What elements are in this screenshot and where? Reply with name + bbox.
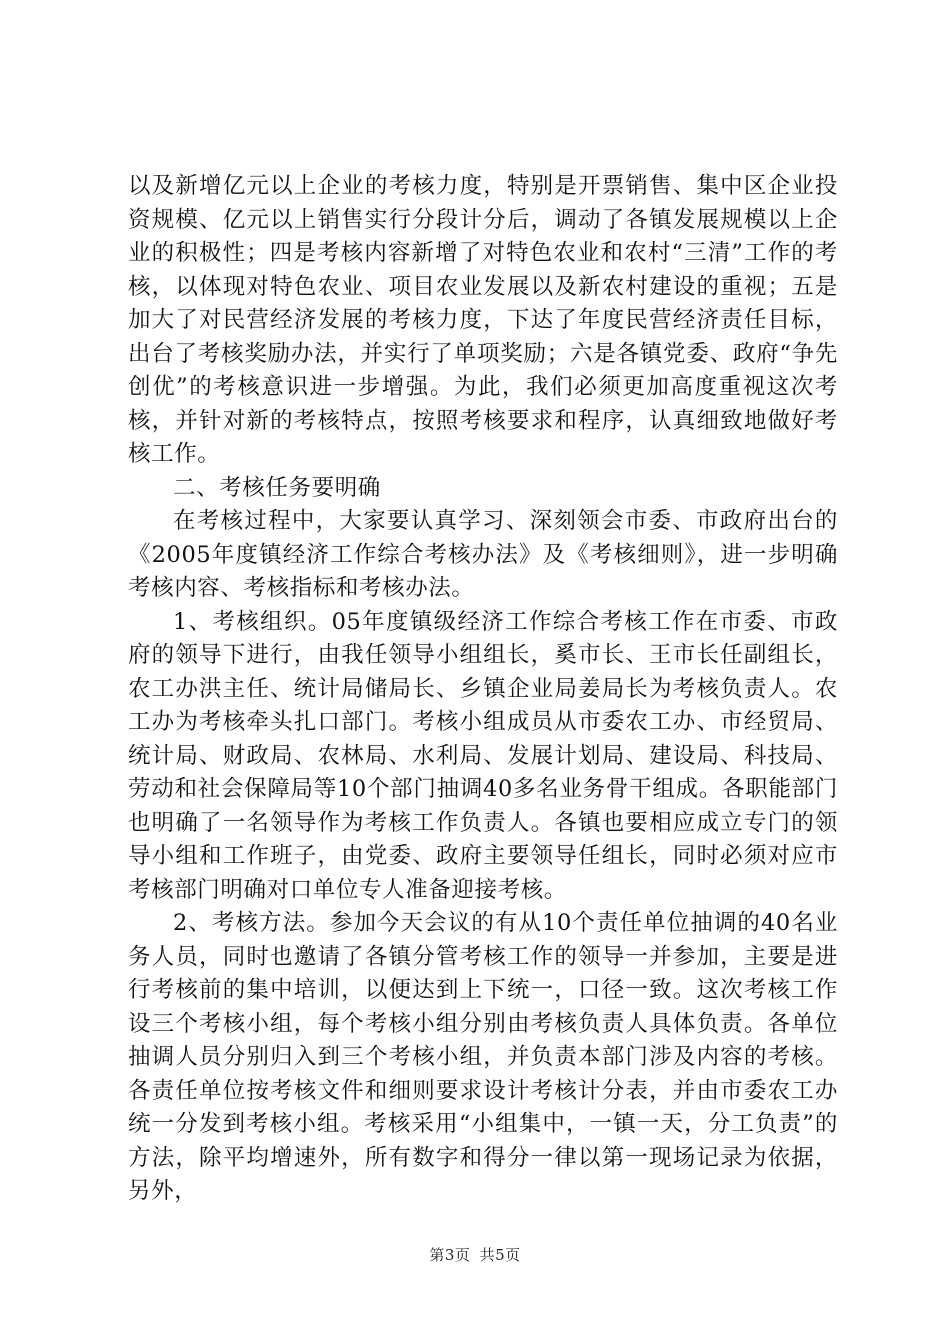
page-total: 共5页	[479, 1246, 521, 1264]
section-heading-tasks: 二、考核任务要明确	[173, 474, 381, 501]
paragraph-method: 2、考核方法。参加今天会议的有从10个责任单位抽调的40名业务人员，同时也邀请了各镇分管考核工作的领导一并参加，主要是进行考核前的集中培训，以便达到上下统一，口径一致。这次考核工作设三个考核小组，每个考核小组分别由考核负责人具体负责。各单位抽调人员分别归入到三个考核小组，并负责本部门涉及内容的考核。各责任单位按考核文件和细则要求设计考核计分表，并由市委农工办统一分发到考核小组。考核采用“小组集中，一镇一天，分工负责”的方法，除平均增速外，所有数字和得分一律以第一现场记录为依据，另外，	[128, 910, 838, 1204]
paragraph-organization: 1、考核组织。05年度镇级经济工作综合考核工作在市委、市政府的领导下进行，由我任领导小组组长，奚市长、王市长任副组长，农工办洪主任、统计局储局长、乡镇企业局姜局长为考核负责人。农工办为考核牵头扎口部门。考核小组成员从市委农工办、市经贸局、统计局、财政局、农林局、水利局、发展计划局、建设局、科技局、劳动和社会保障局等10个部门抽调40多名业务骨干组成。各职能部门也明确了一名领导作为考核工作负责人。各镇也要相应成立专门的领导小组和工作班子，由党委、政府主要领导任组长，同时必须对应市考核部门明确对口单位专人准备迎接考核。	[128, 608, 838, 903]
document-body	[128, 170, 838, 1209]
page-number: 第3页	[429, 1246, 471, 1264]
page-footer	[0, 1244, 950, 1265]
paragraph-intro: 在考核过程中，大家要认真学习、深刻领会市委、市政府出台的《2005年度镇经济工作综合考核办法》及《考核细则》，进一步明确考核内容、考核指标和考核办法。	[128, 508, 838, 601]
paragraph-continuation: 以及新增亿元以上企业的考核力度，特别是开票销售、集中区企业投资规模、亿元以上销售实行分段计分后，调动了各镇发展规模以上企业的积极性；四是考核内容新增了对特色农业和农村“三清”工作的考核，以体现对特色农业、项目农业发展以及新农村建设的重视；五是加大了对民营经济发展的考核力度，下达了年度民营经济责任目标，出台了考核奖励办法，并实行了单项奖励；六是各镇党委、政府“争先创优”的考核意识进一步增强。为此，我们必须更加高度重视这次考核，并针对新的考核特点，按照考核要求和程序，认真细致地做好考核工作。	[128, 173, 838, 467]
